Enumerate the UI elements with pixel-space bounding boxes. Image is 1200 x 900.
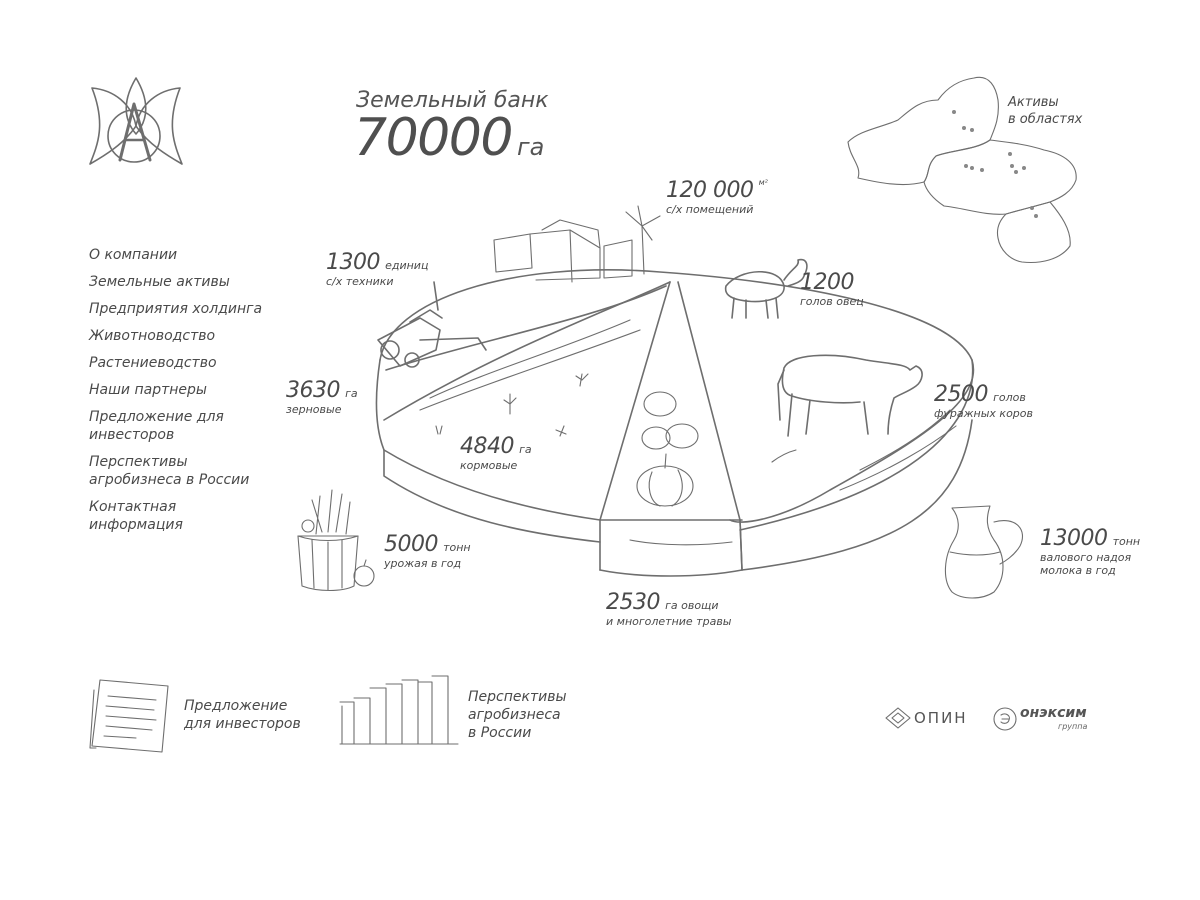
stat-vegetables-sub: и многолетние травы: [606, 615, 732, 628]
stat-milk-sub: валового надоя молока в год: [1040, 551, 1132, 577]
map-label: Активы в областях: [1008, 95, 1083, 127]
stat-fodder-num: 4840: [460, 434, 514, 459]
stat-machinery-num: 1300: [326, 250, 380, 275]
stat-sheep-sub: голов овец: [800, 295, 864, 308]
stat-cows-num: 2500: [934, 382, 988, 407]
main-nav: [89, 246, 289, 543]
company-logo[interactable]: [84, 74, 188, 178]
nav-land-assets[interactable]: Земельные активы: [89, 274, 230, 290]
stat-fodder-unit: га: [519, 443, 532, 456]
stat-vegetables: [606, 590, 732, 628]
nav-livestock[interactable]: Животноводство: [89, 328, 216, 344]
stat-machinery: [326, 250, 428, 288]
stat-grain-sub: зерновые: [286, 403, 342, 416]
stat-cows: [934, 382, 1033, 420]
nav-investors[interactable]: Предложение для инвесторов: [89, 409, 224, 443]
partner-onexim-text: онэксим: [1020, 705, 1087, 721]
perspectives-link[interactable]: Перспективы агробизнеса в России: [468, 689, 567, 741]
milk-jug-icon: [940, 500, 1030, 604]
land-pie-illustration: [360, 190, 990, 590]
perspectives-books-icon[interactable]: [336, 672, 462, 748]
land-bank-unit: га: [517, 133, 545, 161]
stat-grain-num: 3630: [286, 378, 340, 403]
stat-sheep-num: 1200: [800, 270, 854, 295]
nav-about[interactable]: О компании: [89, 247, 178, 263]
title-label: Земельный банк: [356, 88, 549, 113]
stat-buildings-sub: с/х помещений: [666, 203, 754, 216]
stat-cows-sub: фуражных коров: [934, 407, 1033, 420]
stat-fodder: [460, 434, 532, 472]
stat-harvest: [384, 532, 471, 570]
stat-milk-num: 13000: [1040, 526, 1108, 551]
nav-holding-enterprises[interactable]: Предприятия холдинга: [89, 301, 263, 317]
land-bank-value: 70000: [354, 108, 512, 168]
stat-fodder-sub: кормовые: [460, 459, 518, 472]
nav-partners[interactable]: Наши партнеры: [89, 382, 207, 398]
nav-contacts[interactable]: Контактная информация: [89, 499, 183, 533]
stat-cows-unit: голов: [993, 391, 1026, 404]
stat-buildings-num: 120 000: [666, 178, 754, 203]
partner-opin-text: ОПИН: [914, 709, 968, 727]
stat-harvest-num: 5000: [384, 532, 438, 557]
stat-machinery-unit: единиц: [385, 259, 429, 272]
stat-vegetables-num: 2530: [606, 590, 660, 615]
stat-vegetables-unit: га овощи: [665, 599, 719, 612]
stat-grain: [286, 378, 358, 416]
nav-crop-production[interactable]: Растениеводство: [89, 355, 217, 371]
stat-harvest-sub: урожая в год: [384, 557, 462, 570]
stat-sheep: [800, 270, 864, 308]
partner-onexim-sub: группа: [1058, 722, 1088, 731]
stat-buildings-unit: м²: [758, 178, 768, 187]
stat-milk: [1040, 526, 1140, 577]
partner-onexim-logo[interactable]: [992, 704, 1102, 740]
stat-milk-unit: тонн: [1112, 535, 1141, 548]
investors-link[interactable]: Предложение для инвесторов: [184, 698, 301, 732]
investors-document-icon[interactable]: [86, 676, 176, 756]
harvest-basket-icon: [292, 486, 382, 596]
stat-harvest-unit: тонн: [443, 541, 471, 554]
nav-perspectives[interactable]: Перспективы агробизнеса в России: [89, 454, 250, 488]
partner-opin-logo[interactable]: [884, 700, 974, 736]
stat-machinery-sub: с/х техники: [326, 275, 394, 288]
stat-buildings: [666, 178, 768, 216]
stat-grain-unit: га: [345, 387, 358, 400]
